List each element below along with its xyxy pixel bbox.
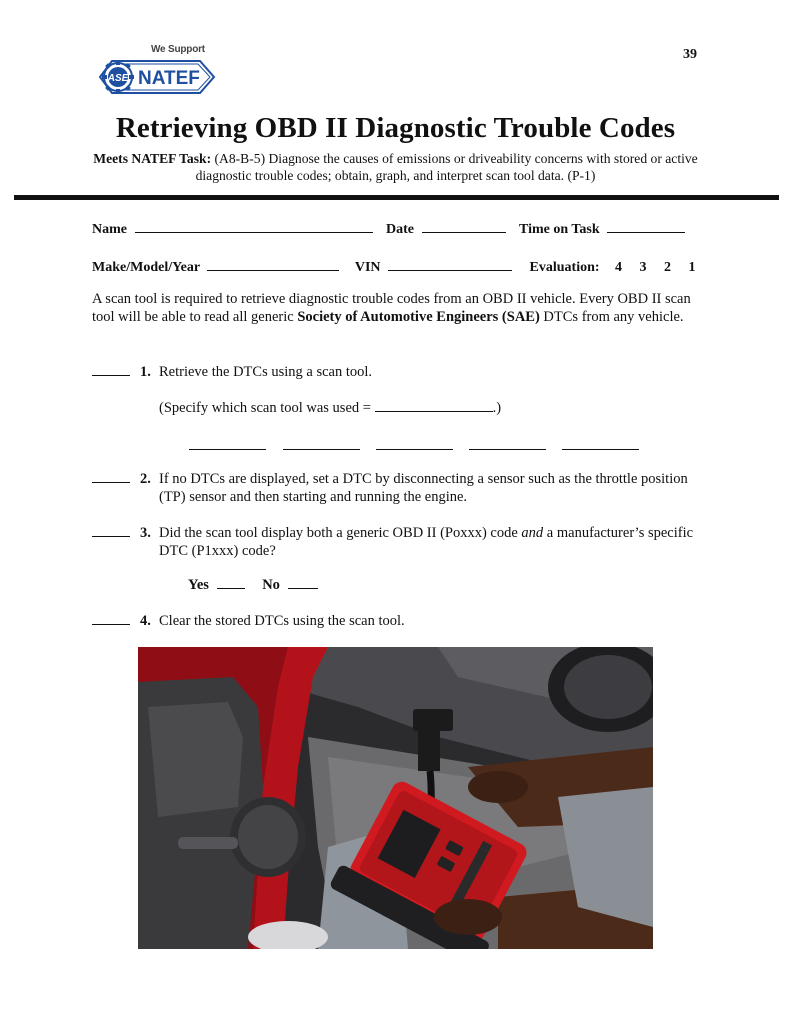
dtc-blank-2[interactable] [283, 449, 360, 450]
specify-close: .) [492, 400, 502, 416]
step-3-italic: and [521, 525, 544, 541]
evaluation-label: Evaluation: [529, 260, 600, 275]
make-model-year-label: Make/Model/Year [92, 260, 200, 275]
step-2-checkoff-line[interactable] [92, 482, 130, 483]
dtc-blank-3[interactable] [376, 449, 453, 450]
specify-scan-tool-line [159, 399, 501, 417]
logo-we-support-text: We Support [151, 44, 205, 55]
name-label: Name [92, 222, 127, 237]
step-2-number: 2. [140, 471, 151, 487]
logo-natef-text: NATEF [138, 68, 200, 89]
step-1 [92, 363, 702, 381]
scan-tool-field[interactable] [375, 399, 493, 412]
no-label: No [262, 577, 280, 593]
intro-paragraph [92, 290, 702, 326]
time-on-task-field[interactable] [607, 220, 685, 233]
evaluation-score-1[interactable]: 1 [688, 260, 696, 275]
dtc-blank-4[interactable] [469, 449, 546, 450]
vehicle-evaluation-row [92, 258, 696, 276]
step-1-text: Retrieve the DTCs using a scan tool. [159, 364, 373, 380]
step-3-checkoff-line[interactable] [92, 536, 130, 537]
name-field[interactable] [135, 220, 373, 233]
make-model-year-field[interactable] [207, 258, 339, 271]
natef-task-text: (A8-B-5) Diagnose the causes of emissions or driveability concerns with stored or active diagnostic trouble codes; obtain, graph, and interpret scan tool data. (P-1) [195, 151, 698, 183]
vin-label: VIN [354, 260, 381, 275]
step-4-checkoff-line[interactable] [92, 624, 130, 625]
step-2 [92, 470, 702, 506]
step-4 [92, 612, 702, 630]
step-3-text-a: Did the scan tool display both a generic OBD II (Poxxx) code [159, 525, 522, 541]
step-4-text: Clear the stored DTCs using the scan tool. [159, 613, 405, 629]
step-3-text-b: a manufacturer’s specific DTC (P1xxx) code? [159, 525, 694, 559]
yes-field[interactable] [217, 576, 245, 589]
scan-tool-photo [138, 647, 653, 949]
step-3-number: 3. [140, 525, 151, 541]
specify-text: (Specify which scan tool was used = [159, 400, 375, 416]
ase-natef-badge-icon [96, 52, 218, 102]
natef-task-description [90, 150, 701, 184]
evaluation-score-2[interactable]: 2 [664, 260, 672, 275]
logo-ase-text: ASE [107, 73, 129, 84]
evaluation-score-3[interactable]: 3 [639, 260, 647, 275]
date-label: Date [386, 222, 414, 237]
header-divider [14, 195, 779, 200]
yes-label: Yes [188, 577, 209, 593]
vin-field[interactable] [388, 258, 512, 271]
page-title: Retrieving OBD II Diagnostic Trouble Codes [115, 112, 676, 144]
time-on-task-label: Time on Task [519, 222, 600, 237]
step-1-checkoff-line[interactable] [92, 375, 130, 376]
no-field[interactable] [288, 576, 318, 589]
dtc-blank-5[interactable] [562, 449, 639, 450]
step-1-number: 1. [140, 364, 151, 380]
step-3-text [159, 524, 702, 560]
evaluation-score-4[interactable]: 4 [615, 260, 623, 275]
page-number: 39 [683, 47, 697, 62]
natef-task-label: Meets NATEF Task: [93, 151, 212, 166]
intro-text-2: DTCs from any vehicle. [539, 309, 684, 325]
date-field[interactable] [422, 220, 506, 233]
step-3 [92, 524, 702, 560]
name-date-row [92, 220, 685, 238]
yes-no-answer [188, 576, 318, 594]
step-4-number: 4. [140, 613, 151, 629]
natef-logo [96, 44, 218, 102]
intro-sae-bold: Society of Automotive Engineers (SAE) [297, 309, 540, 325]
dtc-blank-1[interactable] [189, 449, 266, 450]
intro-text-1: A scan tool is required to retrieve diagnostic trouble codes from an OBD II vehicle. Every OBD II scan tool will be able to read all generic [92, 291, 691, 325]
step-2-text: If no DTCs are displayed, set a DTC by disconnecting a sensor such as the throttle position (TP) sensor and then starting and running the engine. [159, 471, 688, 505]
